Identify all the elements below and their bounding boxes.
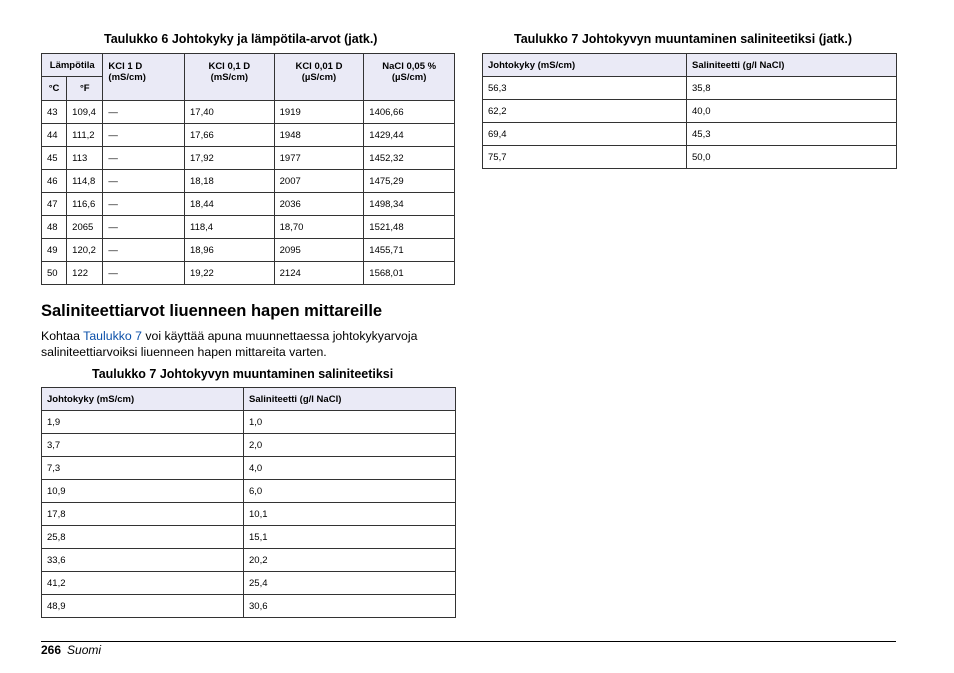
table-cell: 62,2 bbox=[483, 100, 687, 123]
table-row bbox=[42, 239, 455, 262]
table-cell: 44 bbox=[42, 124, 67, 147]
table-cell: 19,22 bbox=[185, 262, 275, 285]
table-cell: 1948 bbox=[274, 124, 364, 147]
table-row bbox=[483, 123, 897, 146]
table-cell: 1429,44 bbox=[364, 124, 455, 147]
table-cell: 50,0 bbox=[687, 146, 897, 169]
table-cell: 3,7 bbox=[42, 434, 244, 457]
table-row bbox=[42, 124, 455, 147]
table6 bbox=[41, 53, 455, 285]
table-row bbox=[42, 216, 455, 239]
kcl1-header: KCl 1 D (mS/cm) bbox=[103, 54, 185, 101]
table-cell: — bbox=[103, 216, 185, 239]
kcl01-header: KCl 0,1 D (mS/cm) bbox=[185, 54, 275, 101]
table-cell: 1498,34 bbox=[364, 193, 455, 216]
table-cell: — bbox=[103, 170, 185, 193]
table-cell: 4,0 bbox=[244, 457, 456, 480]
table-cell: 25,4 bbox=[244, 572, 456, 595]
table-row bbox=[42, 503, 456, 526]
salinity-header: Saliniteetti (g/l NaCl) bbox=[244, 388, 456, 411]
celsius-header: °C bbox=[42, 77, 67, 101]
table-cell: 122 bbox=[67, 262, 103, 285]
table-cell: 18,44 bbox=[185, 193, 275, 216]
table-cell: 30,6 bbox=[244, 595, 456, 618]
table-cell: 1977 bbox=[274, 147, 364, 170]
table-row bbox=[42, 457, 456, 480]
paragraph-text-start: Kohtaa bbox=[41, 329, 84, 343]
table-cell: — bbox=[103, 124, 185, 147]
table-cell: 75,7 bbox=[483, 146, 687, 169]
table-cell: 1475,29 bbox=[364, 170, 455, 193]
table-cell: 69,4 bbox=[483, 123, 687, 146]
table-cell: 116,6 bbox=[67, 193, 103, 216]
table7-caption: Taulukko 7 Johtokyvyn muuntaminen saliniteetiksi bbox=[92, 367, 394, 381]
table-row bbox=[483, 77, 897, 100]
table7cont-body bbox=[483, 77, 897, 169]
table-cell: 48,9 bbox=[42, 595, 244, 618]
table-cell: 1919 bbox=[274, 101, 364, 124]
table-cell: 2036 bbox=[274, 193, 364, 216]
table-cell: 25,8 bbox=[42, 526, 244, 549]
page-footer bbox=[41, 643, 101, 657]
table-row bbox=[42, 595, 456, 618]
table-cell: 2,0 bbox=[244, 434, 456, 457]
table7 bbox=[41, 387, 456, 618]
kcl001-header: KCl 0,01 D (µS/cm) bbox=[274, 54, 364, 101]
conductivity-header: Johtokyky (mS/cm) bbox=[42, 388, 244, 411]
table-cell: 17,92 bbox=[185, 147, 275, 170]
table-cell: 35,8 bbox=[687, 77, 897, 100]
table-cell: 20,2 bbox=[244, 549, 456, 572]
table-cell: 1452,32 bbox=[364, 147, 455, 170]
table-cell: 47 bbox=[42, 193, 67, 216]
table-row bbox=[42, 411, 456, 434]
table-cell: 109,4 bbox=[67, 101, 103, 124]
table-cell: 17,66 bbox=[185, 124, 275, 147]
table-cell: — bbox=[103, 193, 185, 216]
table-cell: 18,96 bbox=[185, 239, 275, 262]
table-cell: 114,8 bbox=[67, 170, 103, 193]
table7-body bbox=[42, 411, 456, 618]
table-cell: 50 bbox=[42, 262, 67, 285]
table-cell: 45 bbox=[42, 147, 67, 170]
table-row bbox=[42, 549, 456, 572]
table-row bbox=[483, 100, 897, 123]
table-row bbox=[42, 434, 456, 457]
table-cell: 46 bbox=[42, 170, 67, 193]
table-cell: 10,9 bbox=[42, 480, 244, 503]
table-row bbox=[42, 101, 455, 124]
table-cell: 1455,71 bbox=[364, 239, 455, 262]
table-cell: 2065 bbox=[67, 216, 103, 239]
table-row bbox=[42, 262, 455, 285]
table-cell: 15,1 bbox=[244, 526, 456, 549]
table-cell: 1,9 bbox=[42, 411, 244, 434]
footer-divider bbox=[41, 641, 896, 642]
fahrenheit-header: °F bbox=[67, 77, 103, 101]
paragraph-text-end: voi käyttää apuna muunnettaessa johtokykyarvoja saliniteettiarvoiksi liuenneen hapen mittareita varten. bbox=[41, 329, 418, 359]
table-cell: 2007 bbox=[274, 170, 364, 193]
table-cell: 2124 bbox=[274, 262, 364, 285]
table-cell: 48 bbox=[42, 216, 67, 239]
table-row bbox=[42, 480, 456, 503]
table7-link[interactable]: Taulukko 7 bbox=[83, 329, 142, 343]
table-cell: 17,40 bbox=[185, 101, 275, 124]
table-cell: 18,70 bbox=[274, 216, 364, 239]
table-cell: 17,8 bbox=[42, 503, 244, 526]
table-cell: 111,2 bbox=[67, 124, 103, 147]
table-row bbox=[42, 193, 455, 216]
table-cell: 118,4 bbox=[185, 216, 275, 239]
page-number: 266 bbox=[41, 643, 62, 657]
table-cell: 6,0 bbox=[244, 480, 456, 503]
table7cont-caption: Taulukko 7 Johtokyvyn muuntaminen saliniteetiksi (jatk.) bbox=[514, 32, 853, 46]
table-cell: 33,6 bbox=[42, 549, 244, 572]
table-cell: 1568,01 bbox=[364, 262, 455, 285]
table-cell: 56,3 bbox=[483, 77, 687, 100]
nacl-header: NaCl 0,05 % (µS/cm) bbox=[364, 54, 455, 101]
table-cell: 43 bbox=[42, 101, 67, 124]
table6-caption: Taulukko 6 Johtokyky ja lämpötila-arvot (jatk.) bbox=[104, 32, 378, 46]
table-cell: 18,18 bbox=[185, 170, 275, 193]
table-cell: 1,0 bbox=[244, 411, 456, 434]
table-cell: — bbox=[103, 101, 185, 124]
section-paragraph bbox=[41, 329, 461, 360]
table-cell: 45,3 bbox=[687, 123, 897, 146]
table-row bbox=[42, 526, 456, 549]
table-cell: — bbox=[103, 262, 185, 285]
table-row bbox=[42, 147, 455, 170]
table-cell: 40,0 bbox=[687, 100, 897, 123]
table-row bbox=[42, 572, 456, 595]
table-row bbox=[483, 146, 897, 169]
temp-header: Lämpötila bbox=[42, 54, 103, 77]
table-cell: 7,3 bbox=[42, 457, 244, 480]
table-cell: 2095 bbox=[274, 239, 364, 262]
salinity-header: Saliniteetti (g/l NaCl) bbox=[687, 54, 897, 77]
table-cell: 113 bbox=[67, 147, 103, 170]
table6-body bbox=[42, 101, 455, 285]
table-cell: 49 bbox=[42, 239, 67, 262]
table-cell: — bbox=[103, 147, 185, 170]
footer-language: Suomi bbox=[67, 643, 102, 657]
table-cell: 10,1 bbox=[244, 503, 456, 526]
table-cell: 120,2 bbox=[67, 239, 103, 262]
section-heading: Saliniteettiarvot liuenneen hapen mittareille bbox=[41, 302, 383, 320]
table-cell: 1521,48 bbox=[364, 216, 455, 239]
table-cell: 1406,66 bbox=[364, 101, 455, 124]
conductivity-header: Johtokyky (mS/cm) bbox=[483, 54, 687, 77]
table-cell: — bbox=[103, 239, 185, 262]
table-cell: 41,2 bbox=[42, 572, 244, 595]
table7-continued bbox=[482, 53, 897, 169]
table-row bbox=[42, 170, 455, 193]
